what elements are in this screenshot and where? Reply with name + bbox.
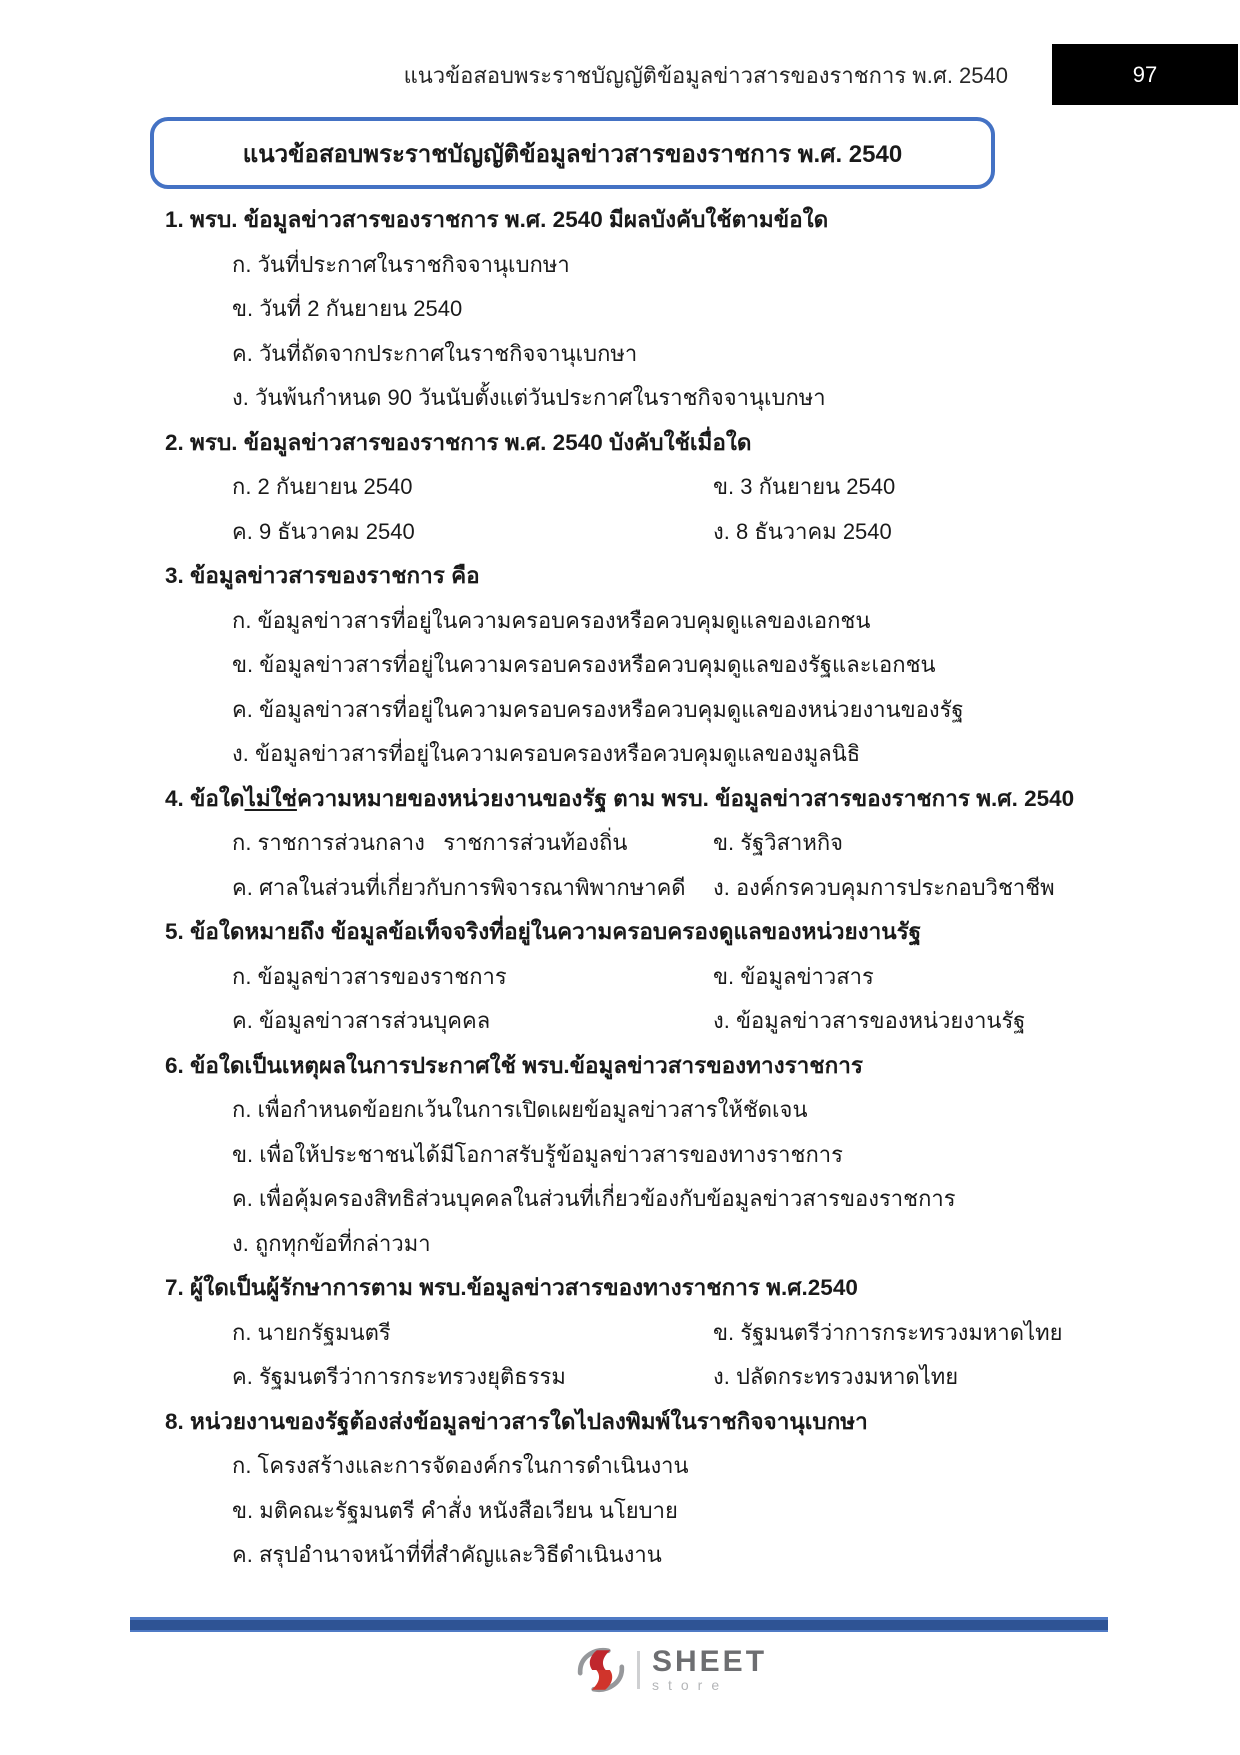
question-text: ข้อใดหมายถึง ข้อมูลข้อเท็จจริงที่อยู่ในความครอบครองดูแลของหน่วยงานรัฐ <box>190 919 922 944</box>
question <box>0 421 1240 555</box>
option: ค. วันที่ถัดจากประกาศในราชกิจจานุเบกษา <box>232 340 638 366</box>
option: ก. นายกรัฐมนตรี <box>232 1319 391 1345</box>
option-row <box>0 643 1240 688</box>
option-row <box>0 732 1240 777</box>
option: ก. เพื่อกำหนดข้อยกเว้นในการเปิดเผยข้อมูลข่าวสารให้ชัดเจน <box>232 1097 808 1122</box>
option: ค. 9 ธันวาคม 2540 <box>232 518 415 544</box>
exam-title: แนวข้อสอบพระราชบัญญัติข้อมูลข่าวสารของราชการ พ.ศ. 2540 <box>242 140 903 168</box>
option: ค. สรุปอำนาจหน้าที่ที่สำคัญและวิธีดำเนินงาน <box>232 1542 662 1567</box>
question-text: ข้อใดเป็นเหตุผลในการประกาศใช้ พรบ.ข้อมูลข่าวสารของทางราชการ <box>190 1052 863 1078</box>
option: ข. วันที่ 2 กันยายน 2540 <box>232 296 463 321</box>
question-text: ข้อใด <box>190 785 245 811</box>
option: ค. เพื่อคุ้มครองสิทธิส่วนบุคคลในส่วนที่เกี่ยวข้องกับข้อมูลข่าวสารของราชการ <box>232 1186 956 1211</box>
option: ค. รัฐมนตรีว่าการกระทรวงยุติธรรม <box>232 1364 566 1389</box>
logo-sub-text: store <box>652 1676 729 1693</box>
option-row <box>0 1133 1240 1178</box>
option-row <box>0 688 1240 733</box>
question-title <box>0 1400 1240 1445</box>
option-row <box>0 599 1240 644</box>
question-text: ความหมายของหน่วยงานของรัฐ ตาม พรบ. ข้อมูลข่าวสารของราชการ พ.ศ. 2540 <box>296 785 1075 811</box>
option: ง. วันพ้นกำหนด 90 วันนับตั้งแต่วันประกาศในราชกิจจานุเบกษา <box>232 385 826 410</box>
option-row <box>0 821 1240 866</box>
option-row <box>0 999 1240 1044</box>
exam-title-box <box>150 117 995 189</box>
question <box>0 1266 1240 1400</box>
question-number: 3. <box>165 563 191 588</box>
option-row <box>0 287 1240 332</box>
question-title <box>0 198 1240 243</box>
option-row <box>0 955 1240 1000</box>
question-list <box>0 198 1240 1578</box>
option: ค. ข้อมูลข่าวสารส่วนบุคคล <box>232 1008 491 1033</box>
question-text: พรบ. ข้อมูลข่าวสารของราชการ พ.ศ. 2540 มีผลบังคับใช้ตามข้อใด <box>190 207 829 232</box>
question-number: 7. <box>165 1275 191 1300</box>
question <box>0 1044 1240 1267</box>
option: ง. ปลัดกระทรวงมหาดไทย <box>713 1364 959 1389</box>
question-text: ข้อมูลข่าวสารของราชการ คือ <box>190 563 480 588</box>
option-row <box>0 243 1240 288</box>
option: ง. ข้อมูลข่าวสารของหน่วยงานรัฐ <box>713 1008 1026 1033</box>
option-row <box>0 1444 1240 1489</box>
question-text: หน่วยงานของรัฐต้องส่งข้อมูลข่าวสารใดไปลงพิมพ์ในราชกิจจานุเบกษา <box>190 1408 868 1434</box>
option-row <box>0 1088 1240 1133</box>
option: ง. 8 ธันวาคม 2540 <box>713 518 892 544</box>
question-title <box>0 910 1240 955</box>
option: ก. โครงสร้างและการจัดองค์กรในการดำเนินงาน <box>232 1453 689 1478</box>
option: ข. เพื่อให้ประชาชนได้มีโอกาสรับรู้ข้อมูลข่าวสารของทางราชการ <box>232 1141 843 1167</box>
question-title <box>0 777 1240 822</box>
option: ข. มติคณะรัฐมนตรี คำสั่ง หนังสือเวียน นโยบาย <box>232 1497 678 1523</box>
footer-divider-bar <box>130 1617 1108 1632</box>
option: ง. ข้อมูลข่าวสารที่อยู่ในความครอบครองหรือควบคุมดูแลของมูลนิธิ <box>232 741 861 766</box>
option: ข. ข้อมูลข่าวสารที่อยู่ในความครอบครองหรือควบคุมดูแลของรัฐและเอกชน <box>232 652 936 677</box>
option: ง. องค์กรควบคุมการประกอบวิชาชีพ <box>713 874 1055 900</box>
question-number: 6. <box>165 1052 191 1078</box>
page-number: 97 <box>1132 61 1158 87</box>
sheet-store-logo <box>575 1646 767 1694</box>
question-text: ผู้ใดเป็นผู้รักษาการตาม พรบ.ข้อมูลข่าวสารของทางราชการ พ.ศ.2540 <box>190 1275 858 1300</box>
question-number: 8. <box>165 1408 191 1434</box>
option-row <box>0 376 1240 421</box>
option-row <box>0 1177 1240 1222</box>
question <box>0 1400 1240 1578</box>
question-number: 4. <box>165 785 191 811</box>
option-row <box>0 1355 1240 1400</box>
option-row <box>0 510 1240 555</box>
question-number: 1. <box>165 207 191 232</box>
option: ก. 2 กันยายน 2540 <box>232 474 413 499</box>
question-title <box>0 1266 1240 1311</box>
logo-divider <box>637 1651 640 1689</box>
question-title <box>0 1044 1240 1089</box>
option-row <box>0 866 1240 911</box>
question-number: 5. <box>165 919 191 944</box>
page-header-title: แนวข้อสอบพระราชบัญญัติข้อมูลข่าวสารของราชการ พ.ศ. 2540 <box>403 63 1008 88</box>
question <box>0 198 1240 421</box>
question-text: ไม่ใช่ <box>244 785 297 811</box>
sheet-store-s-icon <box>575 1646 627 1694</box>
option-row <box>0 332 1240 377</box>
option: ก. ข้อมูลข่าวสารของราชการ <box>232 963 507 989</box>
question-text: พรบ. ข้อมูลข่าวสารของราชการ พ.ศ. 2540 บังคับใช้เมื่อใด <box>190 429 752 455</box>
question-title <box>0 421 1240 466</box>
option-row <box>0 465 1240 510</box>
page-number-box <box>1052 44 1238 105</box>
option: ก. วันที่ประกาศในราชกิจจานุเบกษา <box>232 251 570 277</box>
option-row <box>0 1311 1240 1356</box>
logo-brand-text: SHEET <box>652 1644 768 1678</box>
question-title <box>0 554 1240 599</box>
option-row <box>0 1533 1240 1578</box>
question <box>0 777 1240 911</box>
option: ข. รัฐมนตรีว่าการกระทรวงมหาดไทย <box>713 1319 1063 1345</box>
question <box>0 910 1240 1044</box>
option: ค. ข้อมูลข่าวสารที่อยู่ในความครอบครองหรือควบคุมดูแลของหน่วยงานของรัฐ <box>232 696 964 722</box>
question <box>0 554 1240 777</box>
option: ค. ศาลในส่วนที่เกี่ยวกับการพิจารณาพิพากษาคดี <box>232 874 686 900</box>
option: ข. ข้อมูลข่าวสาร <box>713 963 874 989</box>
option: ง. ถูกทุกข้อที่กล่าวมา <box>232 1230 431 1256</box>
option-row <box>0 1489 1240 1534</box>
logo-text <box>652 1644 768 1693</box>
option: ข. 3 กันยายน 2540 <box>713 474 896 499</box>
option: ข. รัฐวิสาหกิจ <box>713 830 844 855</box>
option: ก. ราชการส่วนกลาง ราชการส่วนท้องถิ่น <box>232 830 628 855</box>
question-number: 2. <box>165 429 191 455</box>
option-row <box>0 1222 1240 1267</box>
option: ก. ข้อมูลข่าวสารที่อยู่ในความครอบครองหรือควบคุมดูแลของเอกชน <box>232 607 871 633</box>
